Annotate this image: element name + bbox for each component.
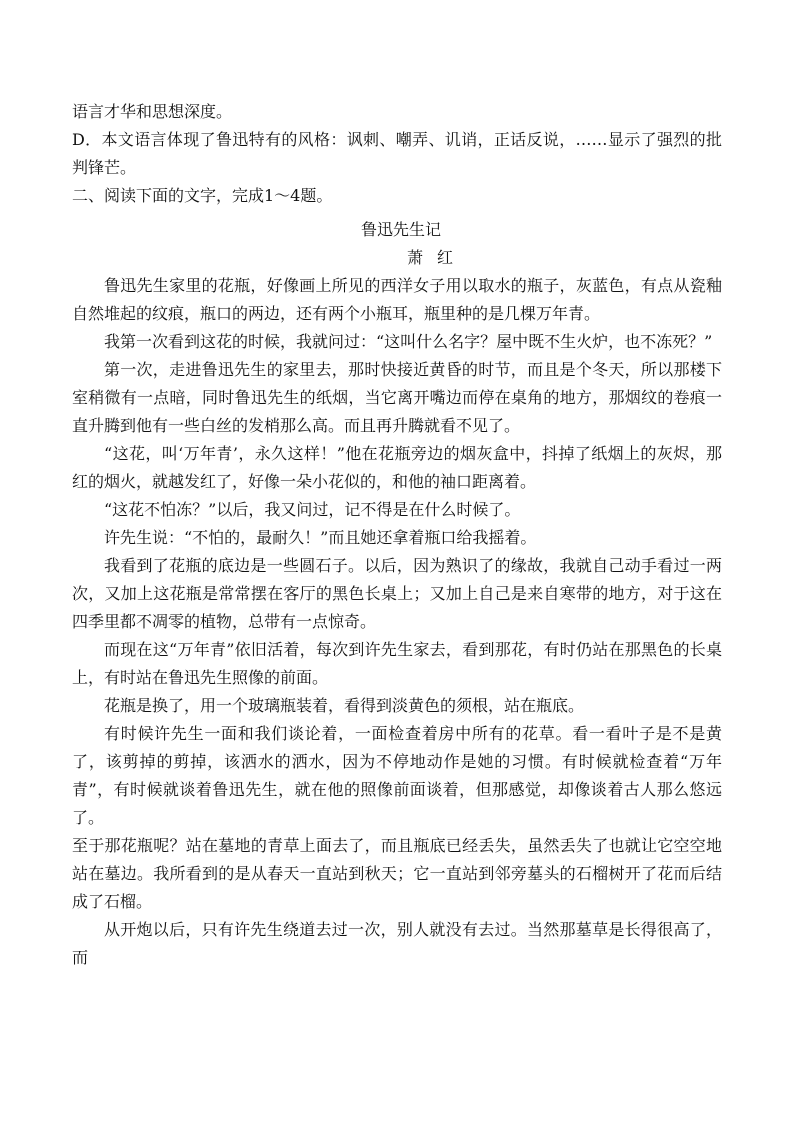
document-body: [72, 98, 722, 972]
paragraph-6: 许先生说：“不怕的，最耐久！”而且她还拿着瓶口给我摇着。: [104, 528, 537, 547]
article-title: 鲁迅先生记: [360, 220, 441, 239]
paragraph-11: 至于那花瓶呢？站在墓地的青草上面去了，而且瓶底已经丢失，虽然丢失了也就让它空空地站在墓边。我所看到的是从春天一直站到秋天；它一直站到邻旁墓头的石榴树开了花而后结成了石榴。: [72, 836, 722, 911]
article-author: 萧红: [406, 248, 467, 267]
text-line-continuation: 语言才华和思想深度。: [72, 102, 233, 121]
paragraph-8: 而现在这“万年青”依旧活着，每次到许先生家去，看到那花，有时仍站在那黑色的长桌上，有时站在鲁迅先生照像的前面。: [72, 640, 722, 687]
option-d-text: D．本文语言体现了鲁迅特有的风格：讽刺、嘲弄、讥诮，正话反说，……显示了强烈的批判锋芒。: [72, 130, 722, 177]
section-heading: 二、阅读下面的文字，完成1～4题。: [72, 186, 333, 205]
paragraph-3: 第一次，走进鲁迅先生的家里去，那时快接近黄昏的时节，而且是个冬天，所以那楼下室稍微有一点暗，同时鲁迅先生的纸烟，当它离开嘴边而停在桌角的地方，那烟纹的卷痕一直升腾到他有一些白丝的发梢那么高。而且再升腾就看不见了。: [72, 360, 722, 435]
paragraph-10: 有时候许先生一面和我们谈论着，一面检查着房中所有的花草。看一看叶子是不是黄了，该剪掉的剪掉，该洒水的洒水，因为不停地动作是她的习惯。有时候就检查着“万年青”，有时候就谈着鲁迅先生，就在他的照像前面谈着，但那感觉，却像谈着古人那么悠远了。: [72, 724, 722, 827]
paragraph-2: 我第一次看到这花的时候，我就问过：“这叫什么名字？屋中既不生火炉，也不冻死？”: [104, 332, 713, 351]
paragraph-4: “这花，叫‘万年青’，永久这样！”他在花瓶旁边的烟灰盒中，抖掉了纸烟上的灰烬，那红的烟火，就越发红了，好像一朵小花似的，和他的袖口距离着。: [72, 444, 722, 491]
paragraph-9: 花瓶是换了，用一个玻璃瓶装着，看得到淡黄色的须根，站在瓶底。: [104, 696, 585, 715]
paragraph-5: “这花不怕冻？”以后，我又问过，记不得是在什么时候了。: [104, 500, 521, 519]
paragraph-1: 鲁迅先生家里的花瓶，好像画上所见的西洋女子用以取水的瓶子，灰蓝色，有点从瓷釉自然堆起的纹痕，瓶口的两边，还有两个小瓶耳，瓶里种的是几棵万年青。: [72, 276, 722, 323]
paragraph-12: 从开炮以后，只有许先生绕道去过一次，别人就没有去过。当然那墓草是长得很高了，而: [72, 920, 722, 967]
paragraph-7: 我看到了花瓶的底边是一些圆石子。以后，因为熟识了的缘故，我就自己动手看过一两次，又加上这花瓶是常常摆在客厅的黑色长桌上；又加上自己是来自寒带的地方，对于这在四季里都不凋零的植物，总带有一点惊奇。: [72, 556, 722, 631]
